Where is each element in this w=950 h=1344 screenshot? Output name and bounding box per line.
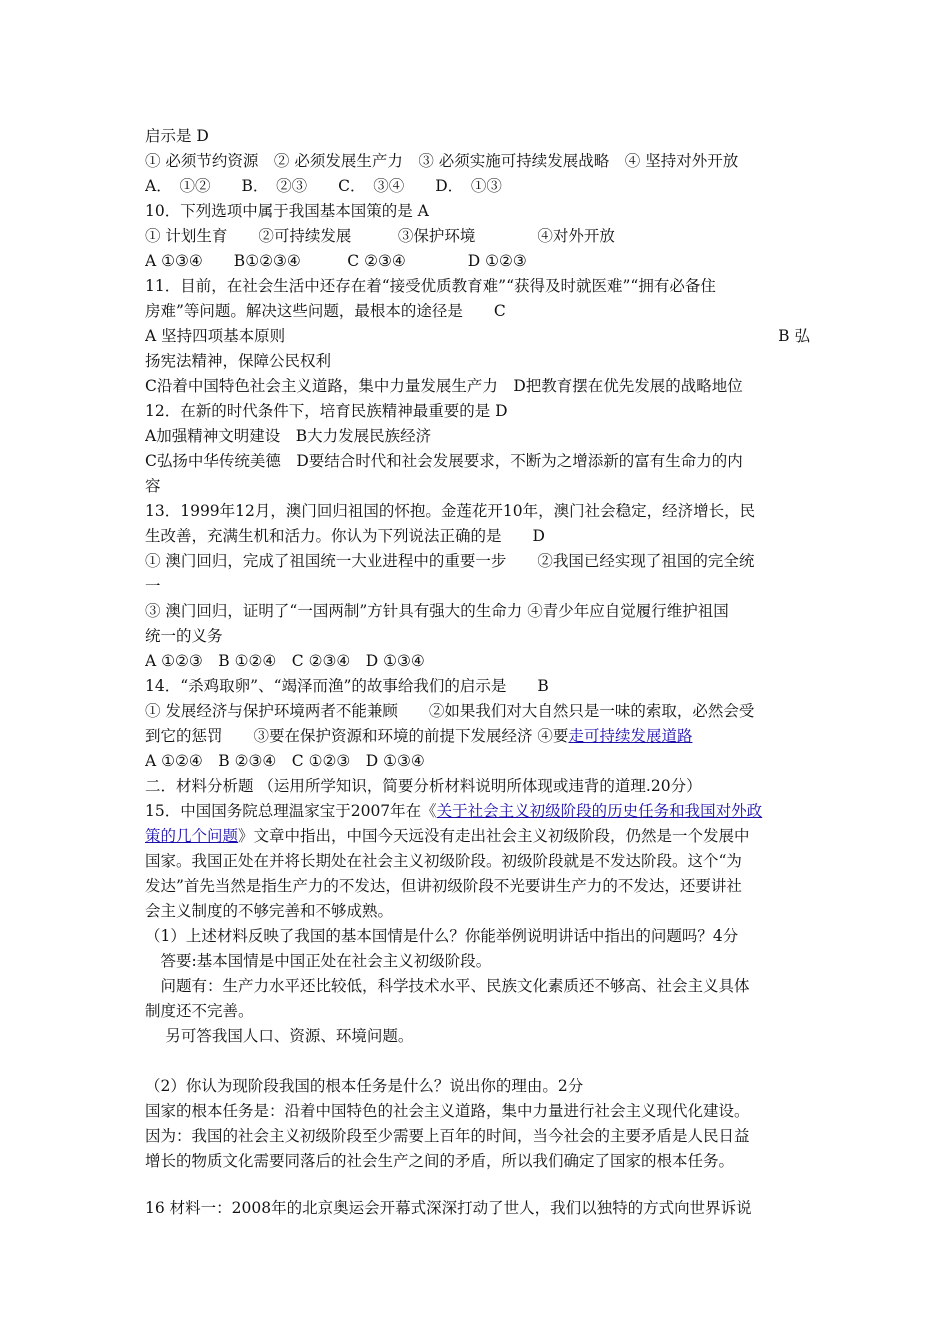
text-line: 统一的义务 [145, 627, 223, 645]
text-segment: 》文章中指出，中国今天远没有走出社会主义初级阶段，仍然是一个发展中 [238, 827, 750, 845]
text-line: ③ 澳门回归，证明了“一国两制”方针具有强大的生命力 ④青少年应自觉履行维护祖国 [145, 602, 729, 620]
text-line: C沿着中国特色社会主义道路，集中力量发展生产力 D把教育摆在优先发展的战略地位 [145, 377, 743, 395]
text-line: ① 必须节约资源 ② 必须发展生产力 ③ 必须实施可持续发展战略 ④ 坚持对外开放 [145, 152, 739, 170]
text-line [145, 324, 810, 349]
text-line: 会主义制度的不够完善和不够成熟。 [145, 902, 394, 920]
sustainable-development-link[interactable]: 走可持续发展道路 [568, 727, 693, 745]
answer-text: 增长的物质文化需要同落后的社会生产之间的矛盾，所以我们确定了国家的根本任务。 [145, 1152, 735, 1170]
text-line: A ①③④ B①②③④ C ②③④ D ①②③ [145, 252, 527, 270]
text-line: 10．下列选项中属于我国基本国策的是 A [145, 202, 429, 220]
answer-text: 答要:基本国情是中国正处在社会主义初级阶段。 [145, 952, 492, 970]
text-line: 生改善，充满生机和活力。你认为下列说法正确的是 D [145, 527, 545, 545]
text-line: C弘扬中华传统美德 D要结合时代和社会发展要求，不断为之增添新的富有生命力的内 [145, 452, 743, 470]
text-line [145, 824, 810, 849]
text-line: 14．“杀鸡取卵”、“竭泽而渔”的故事给我们的启示是 B [145, 677, 549, 695]
text-line: 扬宪法精神，保障公民权利 [145, 352, 332, 370]
answer-text: 问题有：生产力水平还比较低，科学技术水平、民族文化素质还不够高、社会主义具体 [145, 977, 750, 995]
text-line: 12．在新的时代条件下，培育民族精神最重要的是 D [145, 402, 508, 420]
text-line: 一 [145, 577, 161, 595]
text-line: 启示是 D [145, 127, 209, 145]
text-segment: 到它的惩罚 ③要在保护资源和环境的前提下发展经济 ④要 [145, 727, 569, 745]
text-line: ① 发展经济与保护环境两者不能兼顾 ②如果我们对大自然只是一味的索取，必然会受 [145, 702, 755, 720]
text-line: A ①②③ B ①②④ C ②③④ D ①③④ [145, 652, 425, 670]
text-line: 发达”首先当然是指生产力的不发达，但讲初级阶段不光要讲生产力的不发达，还要讲社 [145, 877, 742, 895]
text-line: 11．目前，在社会生活中还存在着“接受优质教育难”“获得及时就医难”“拥有必备住 [145, 277, 716, 295]
answer-text: 国家的根本任务是：沿着中国特色的社会主义道路，集中力量进行社会主义现代化建设。 [145, 1102, 750, 1120]
text-line: ① 计划生育 ②可持续发展 ③保护环境 ④对外开放 [145, 227, 615, 245]
text-line [145, 799, 810, 824]
article-title-link[interactable]: 关于社会主义初级阶段的历史任务和我国对外政 [436, 802, 763, 820]
answer-text: 因为：我国的社会主义初级阶段至少需要上百年的时间，当今社会的主要矛盾是人民日益 [145, 1127, 750, 1145]
text-line: 房难”等问题。解决这些问题，最根本的途径是 C [145, 302, 506, 320]
question-text: （2）你认为现阶段我国的根本任务是什么？说出你的理由。2分 [145, 1077, 584, 1095]
text-line: 16 材料一：2008年的北京奥运会开幕式深深打动了世人，我们以独特的方式向世界诉说 [145, 1199, 752, 1217]
text-line: A． ①② B． ②③ C． ③④ D． ①③ [145, 177, 502, 195]
text-line: 13．1999年12月，澳门回归祖国的怀抱。金莲花开10年，澳门社会稳定，经济增长，民 [145, 502, 756, 520]
text-line: 国家。我国正处在并将长期处在社会主义初级阶段。初级阶段就是不发达阶段。这个“为 [145, 852, 742, 870]
question-text: （1）上述材料反映了我国的基本国情是什么？你能举例说明讲话中指出的问题吗？4分 [145, 927, 739, 945]
text-line: A ①②④ B ②③④ C ①②③ D ①③④ [145, 752, 425, 770]
text-line [145, 724, 810, 749]
option-b-fragment: B 弘 [778, 327, 810, 345]
option-a: A 坚持四项基本原则 [145, 327, 286, 345]
article-title-link-continued[interactable]: 策的几个问题 [145, 827, 239, 845]
answer-text: 制度还不完善。 [145, 1002, 254, 1020]
text-line: 容 [145, 477, 161, 495]
text-line: A加强精神文明建设 B大力发展民族经济 [145, 427, 432, 445]
section-heading: 二．材料分析题 （运用所学知识，简要分析材料说明所体现或违背的道理.20分） [145, 777, 702, 795]
text-line: ① 澳门回归，完成了祖国统一大业进程中的重要一步 ②我国已经实现了祖国的完全统 [145, 552, 755, 570]
text-segment: 15．中国国务院总理温家宝于2007年在《 [145, 802, 437, 820]
answer-text: 另可答我国人口、资源、环境问题。 [145, 1027, 414, 1045]
